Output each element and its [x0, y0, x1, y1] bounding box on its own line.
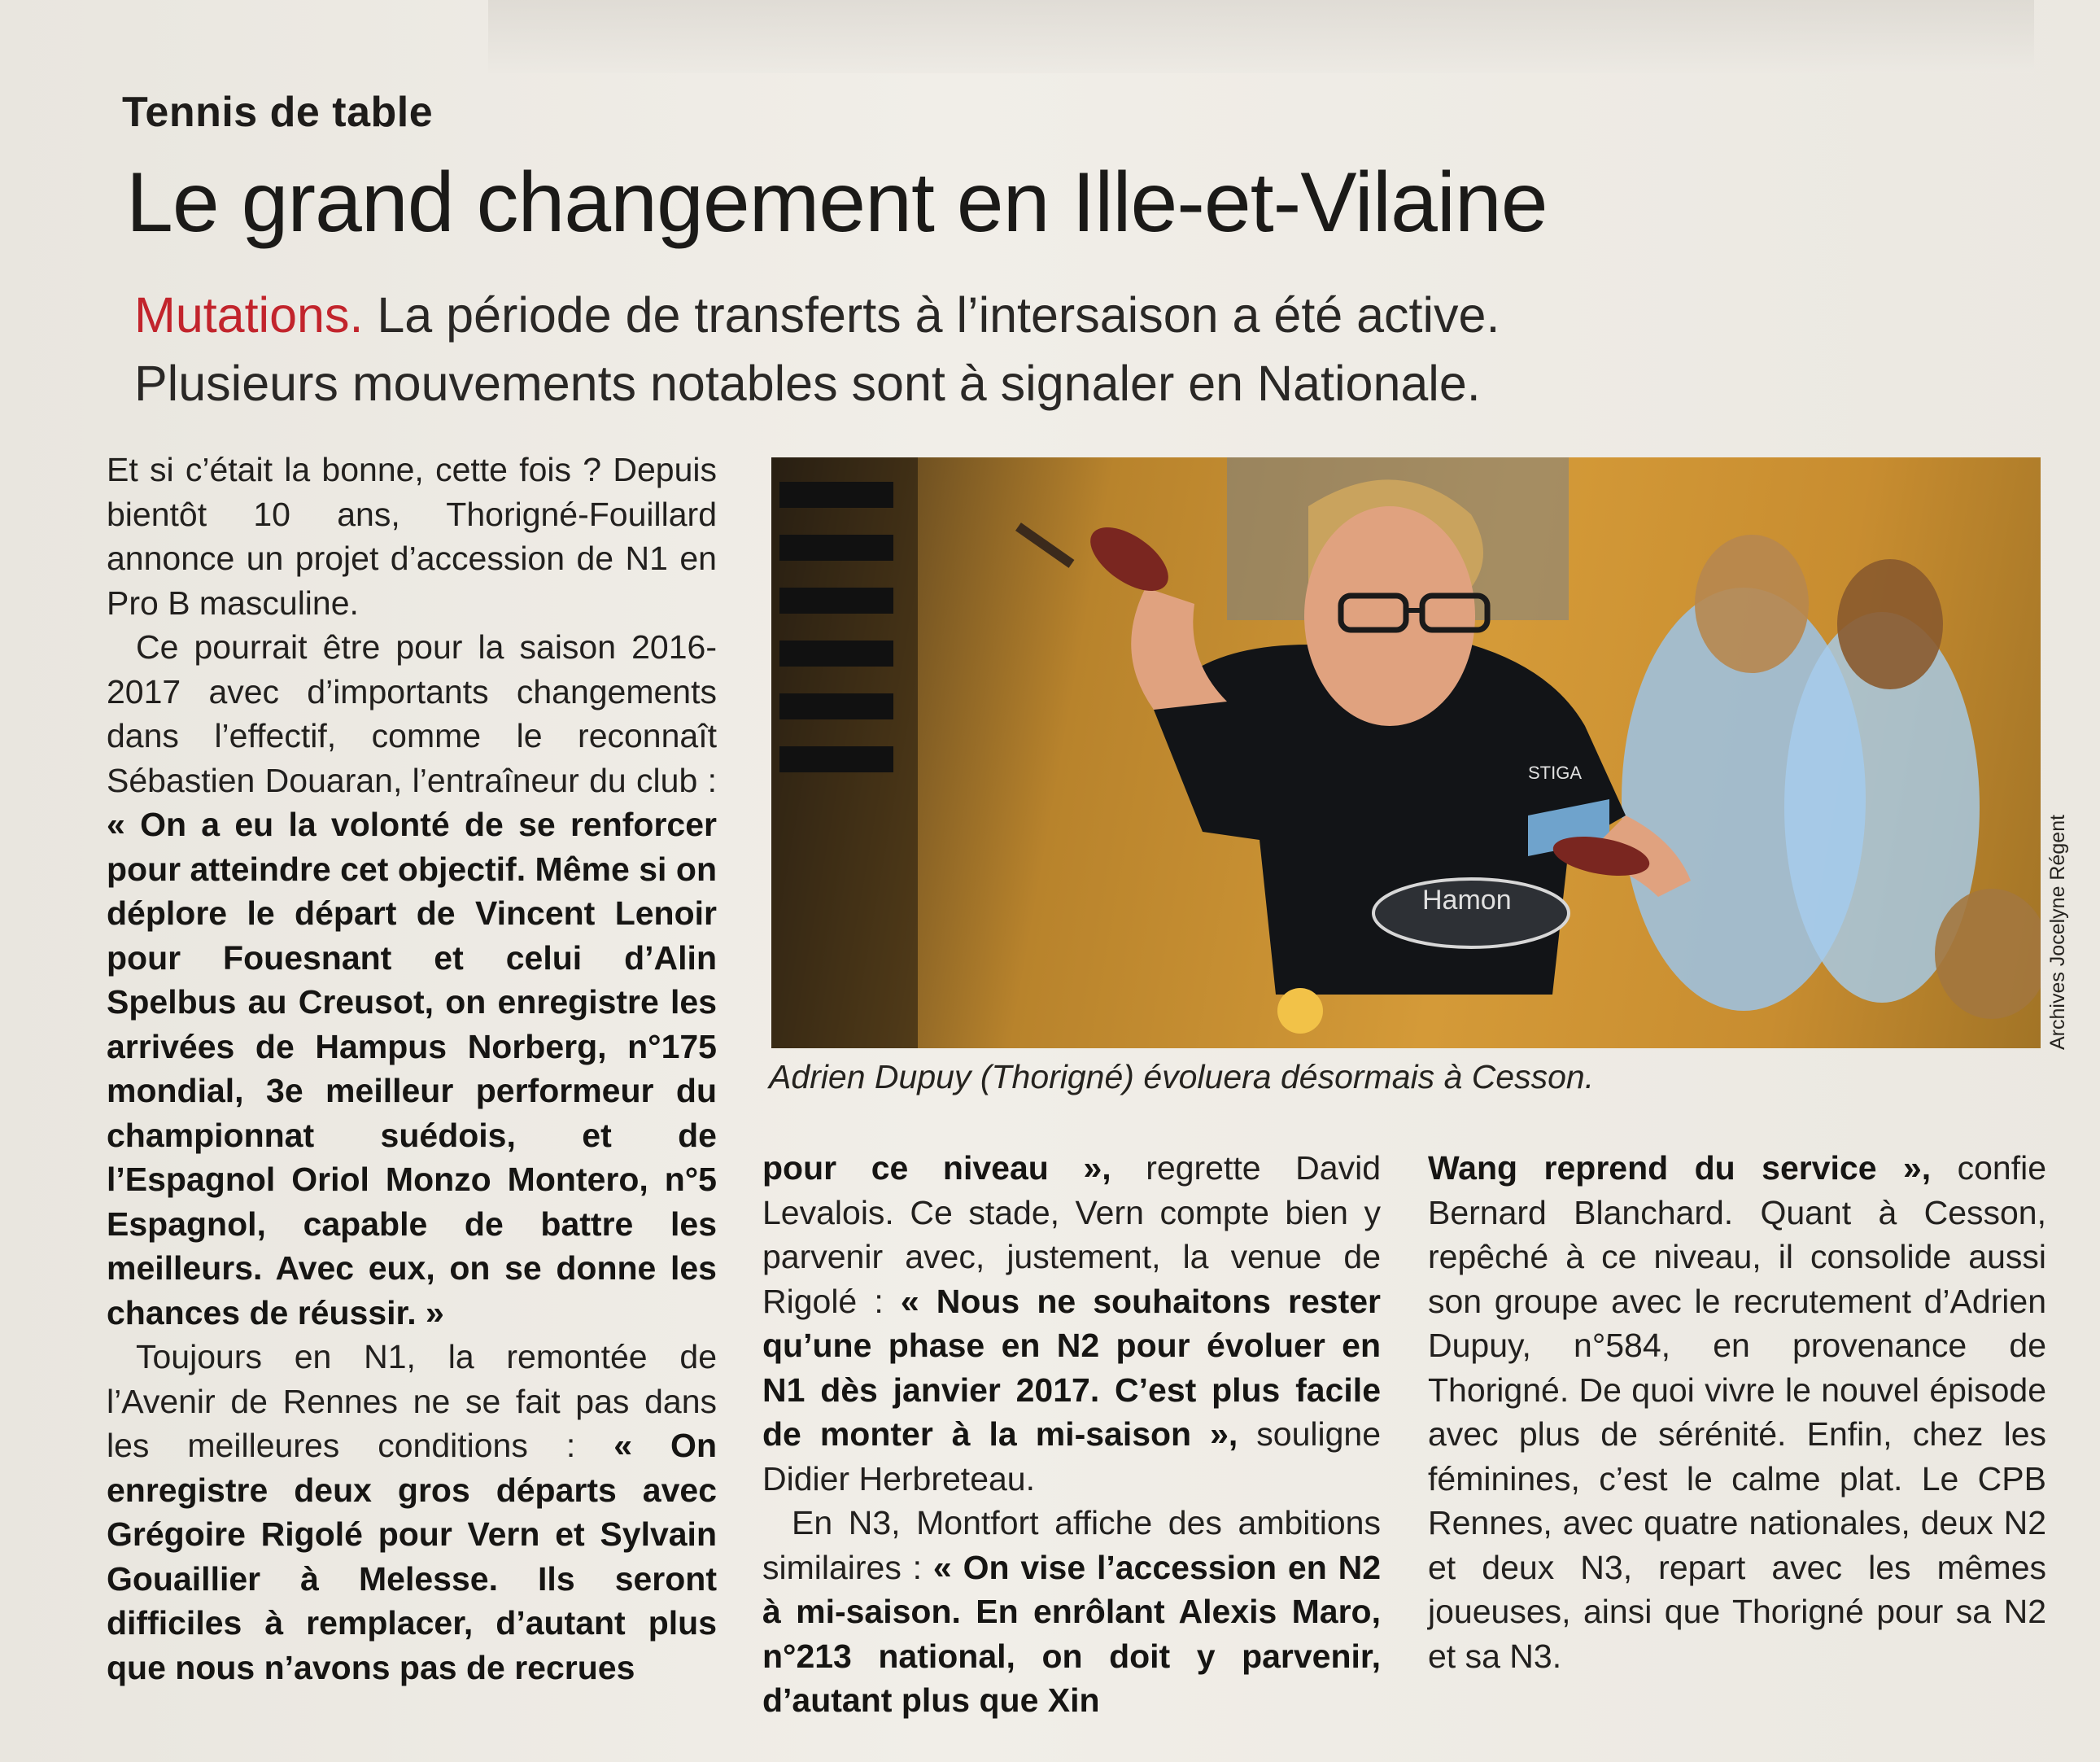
paragraph — [762, 1146, 1381, 1501]
shirt-text: Hamon — [1422, 885, 1512, 916]
paragraph — [1428, 1146, 2046, 1678]
player-photo-illustration — [771, 457, 2041, 1048]
lead-line-2: Plusieurs mouvements notables sont à signaler en Nationale. — [134, 356, 1481, 411]
lead-kicker: Mutations. — [134, 287, 364, 343]
quote-text: « On vise l’accession en N2 à mi-saison. En enrôlant Alexis Maro, n°213 national, on doit y parvenir, d’autant plus que Xin — [762, 1548, 1381, 1719]
article-photo — [771, 457, 2041, 1048]
paragraph — [762, 1501, 1381, 1723]
paragraph — [107, 1335, 717, 1690]
quote-text: pour ce niveau », — [762, 1149, 1111, 1187]
quote-text: « Nous ne souhaitons rester qu’une phase en N2 pour évoluer en N1 dès janvier 2017. C’est plus facile de monter à la mi-saison », — [762, 1282, 1381, 1453]
paragraph-text: Ce pourrait être pour la saison 2016-2017 avec d’importants changements dans l’effectif, comme le reconnaît Sébastien Douaran, l’entraîneur du club : — [107, 628, 717, 799]
article-column-3 — [1428, 1146, 2046, 1678]
quote-text: Wang reprend du service », — [1428, 1149, 1932, 1187]
quote-text: « On a eu la volonté de se renforcer pour atteindre cet objectif. Même si on déplore le départ de Vincent Lenoir pour Fouesnant et celui d’Alin Spelbus au Creusot, on enregistre les arrivées de Hampus Norberg, n°175 mondial, 3e meilleur performeur du championnat suédois, et de l’Espagnol Oriol Monzo Montero, n°5 Espagnol, capable de battre les meilleurs. Avec eux, on se donne les chances de réussir. » — [107, 806, 717, 1331]
article-column-1 — [107, 448, 717, 1690]
paragraph-text: En N3, Montfort affiche des ambitions similaires : — [762, 1504, 1381, 1586]
paragraph-text: Toujours en N1, la remontée de l’Avenir de Rennes ne se fait pas dans les meilleures conditions : — [107, 1338, 717, 1464]
article-column-2 — [762, 1146, 1381, 1723]
photo-credit: Archives Jocelyne Régent — [2046, 814, 2069, 1050]
lead-line-1: La période de transferts à l’intersaison a été active. — [363, 287, 1500, 343]
paragraph — [107, 625, 717, 1335]
paragraph-text: souligne Didier Herbreteau. — [762, 1415, 1381, 1497]
section-rubric: Tennis de table — [122, 89, 434, 136]
article-headline: Le grand changement en Ille-et-Vilaine — [126, 155, 1548, 250]
paragraph: Et si c’était la bonne, cette fois ? Depuis bientôt 10 ans, Thorigné-Fouillard annonce un projet d’accession de N1 en Pro B masculine. — [107, 451, 717, 622]
paragraph-text: confie Bernard Blanchard. Quant à Cesson, repêché à ce niveau, il consolide aussi son groupe avec le recrutement d’Adrien Dupuy, n°584, en provenance de Thorigné. De quoi vivre le nouvel épisode avec plus de sérénité. Enfin, chez les féminines, c’est le calme plat. Le CPB Rennes, avec quatre nationales, deux N2 et deux N3, repart avec les mêmes joueuses, ainsi que Thorigné pour sa N2 et sa N3. — [1428, 1149, 2046, 1675]
bleed-through-band — [488, 0, 2034, 73]
paragraph-text: regrette David Levalois. Ce stade, Vern compte bien y parvenir avec, justement, la venue de Rigolé : — [762, 1149, 1381, 1320]
photo-caption: Adrien Dupuy (Thorigné) évoluera désormais à Cesson. — [769, 1058, 1595, 1095]
quote-text: « On enregistre deux gros départs avec Grégoire Rigolé pour Vern et Sylvain Gouaillier à Melesse. Ils seront difficiles à remplacer, d’autant plus que nous n’avons pas de recrues — [107, 1427, 717, 1686]
article-lead — [134, 281, 1680, 418]
shirt-sponsor-text: STIGA — [1528, 763, 1583, 783]
